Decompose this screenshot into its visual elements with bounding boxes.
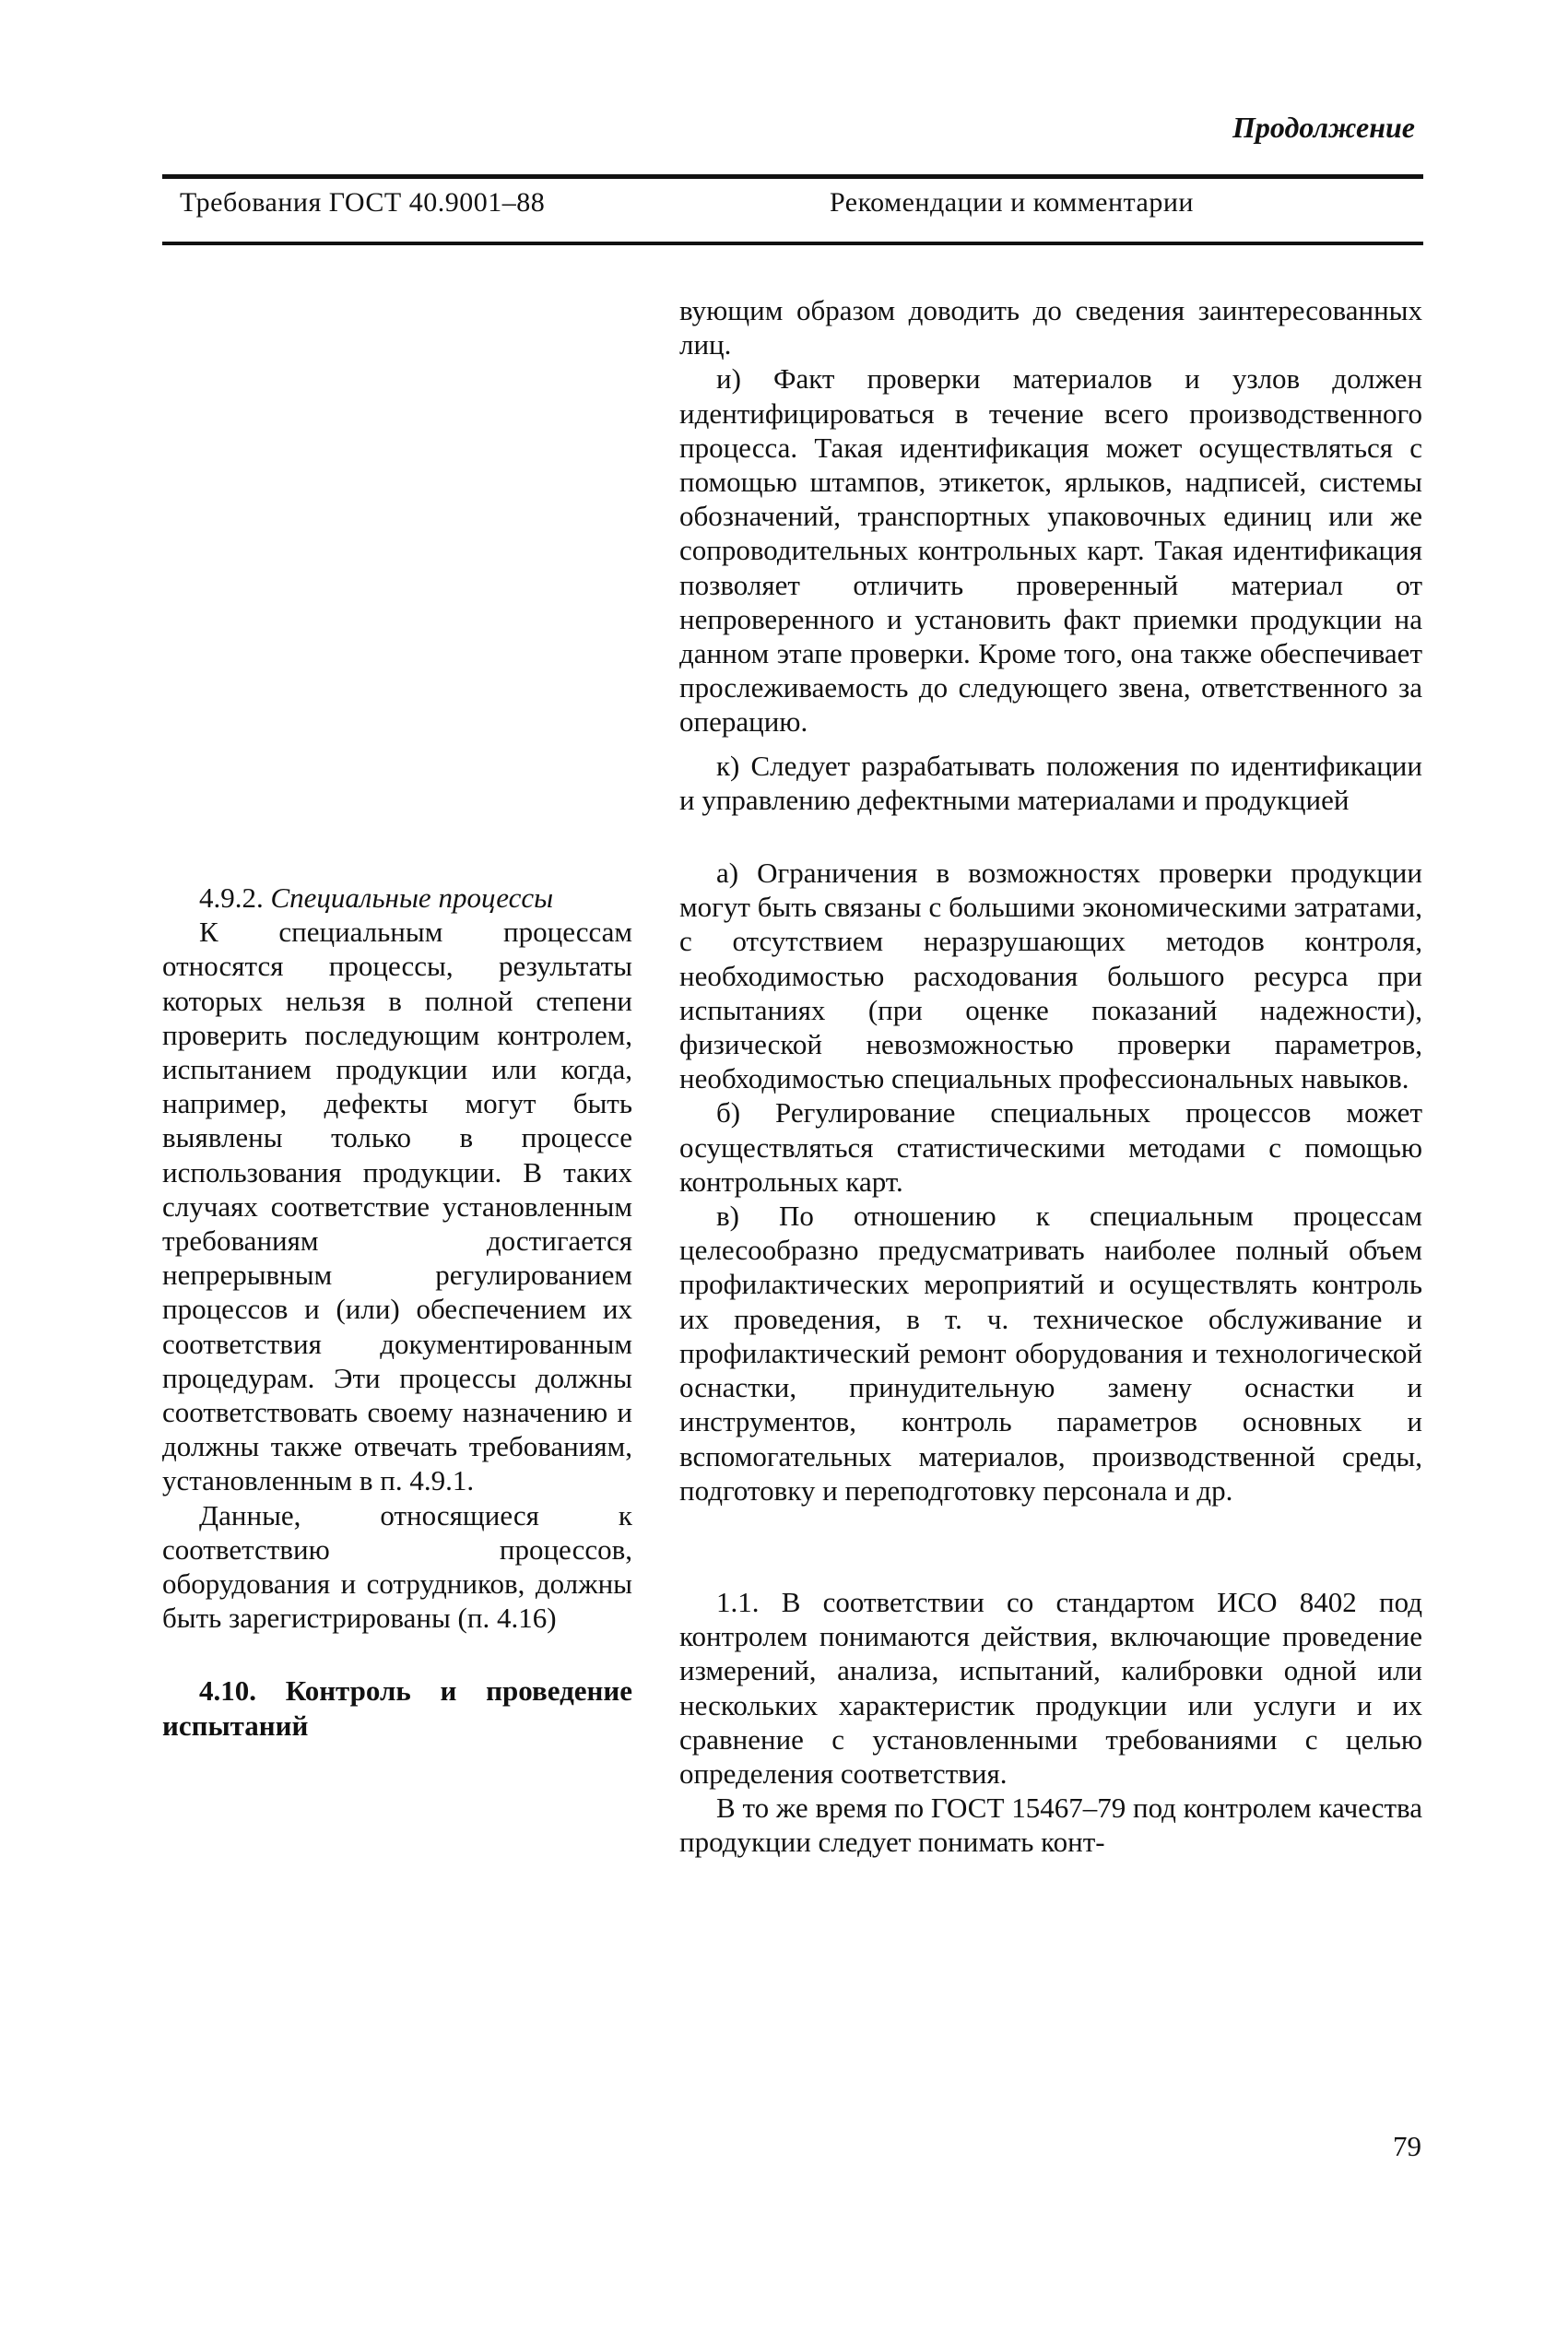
paragraph-gost: В то же время по ГОСТ 15467–79 под контролем качества продукции следует понимать конт- bbox=[679, 1792, 1422, 1859]
paragraph-k: к) Следует разрабатывать положения по идентификации и управлению дефектными материалами и продукцией bbox=[679, 749, 1422, 816]
continuation-label: Продолжение bbox=[1232, 111, 1415, 144]
column-header-right: Рекомендации и комментарии bbox=[830, 187, 1194, 218]
paragraph-a: а) Ограничения в возможностях проверки продукции могут быть связаны с большими экономическими затратами, с отсутствием неразрушающих методов контроля, необходимостью расходования большого ресурса при испытаниях (при оценке показаний надежности), физической невозможностью проверки параметров, необходимостью специальных профессиональных навыков. bbox=[679, 857, 1422, 1095]
left-column bbox=[162, 881, 632, 1743]
page-number: 79 bbox=[1393, 2130, 1421, 2162]
special-processes-paragraph: К специальным процессам относятся процессы, результаты которых нельзя в полной степени проверить последующим контролем, испытанием продукции или когда, например, дефекты могут быть выявлены только в процессе использования продукции. В таких случаях соответствие установленным требованиям достигается непрерывным регулированием процессов и (или) обеспечением их соответствия документированным процедурам. Эти процессы должны соответствовать своему назначению и должны также отвечать требованиям, установленным в п. 4.9.1. bbox=[162, 916, 632, 1497]
paragraph-v: в) По отношению к специальным процессам целесообразно предусматривать наиболее полный объем профилактических мероприятий и осуществлять контроль их проведения, в т. ч. техническое обслуживание и профилактический ремонт оборудования и технологической оснастки, принудительную замену оснастки и инструментов, контроль параметров основных и вспомогательных материалов, производственной среды, подготовку и переподготовку персонала и др. bbox=[679, 1200, 1422, 1507]
right-column bbox=[679, 293, 1422, 1860]
header-rule-top bbox=[162, 174, 1423, 179]
section-4-9-2-heading bbox=[162, 881, 632, 915]
spacer bbox=[162, 1635, 632, 1674]
spacer bbox=[679, 1508, 1422, 1585]
paragraph-b: б) Регулирование специальных процессов может осуществляться статистическими методами с помощью контрольных карт. bbox=[679, 1096, 1422, 1198]
header-rule-bottom bbox=[162, 242, 1423, 245]
paragraph-i: и) Факт проверки материалов и узлов должен идентифицироваться в течение всего производственного процесса. Такая идентификация может осуществляться с помощью штампов, этикеток, ярлыков, надписей, системы обозначений, транспортных упаковочных единиц или же сопроводительных контрольных карт. Такая идентификация позволяет отличить проверенный материал от непроверенного и установить факт приемки продукции на данном этапе проверки. Кроме того, она также обеспечивает прослеживаемость до следующего звена, ответственного за операцию. bbox=[679, 362, 1422, 739]
spacer bbox=[679, 817, 1422, 856]
records-paragraph: Данные, относящиеся к соответствию процессов, оборудования и сотрудников, должны быть зарегистрированы (п. 4.16) bbox=[162, 1498, 632, 1635]
spacer bbox=[679, 739, 1422, 749]
column-header-left: Требования ГОСТ 40.9001–88 bbox=[180, 187, 546, 218]
continued-paragraph: вующим образом доводить до сведения заинтересованных лиц. bbox=[679, 294, 1422, 361]
section-4-10-heading: 4.10. Контроль и проведение испытаний bbox=[162, 1674, 632, 1742]
section-title: Специальные процессы bbox=[270, 881, 554, 914]
paragraph-1-1: 1.1. В соответствии со стандартом ИСО 8402 под контролем понимаются действия, включающие проведение измерений, анализа, испытаний, калибровки одной или нескольких характеристик продукции или услуги и их сравнение с установленными требованиями с целью определения соответствия. bbox=[679, 1585, 1422, 1790]
section-number: 4.9.2. bbox=[199, 881, 264, 914]
